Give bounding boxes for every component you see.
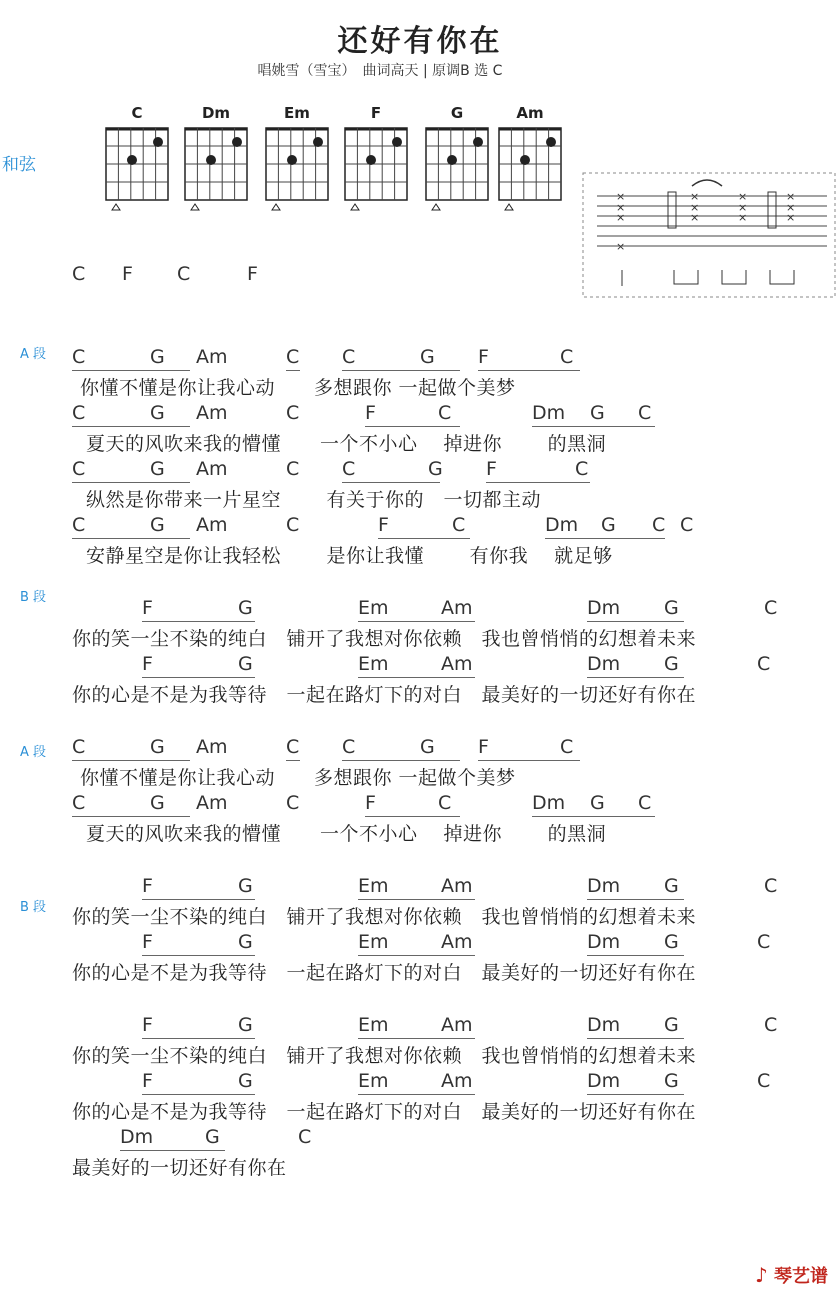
chord-symbol: Am [196, 514, 228, 536]
chord-diagram [183, 120, 255, 216]
chord-symbol: Am [441, 597, 473, 619]
chord-symbol: F [142, 1014, 153, 1036]
chord-underline [142, 955, 255, 956]
chord-symbol: Am [441, 1014, 473, 1036]
lyric-line: 安静星空是你让我轻松 是你让我懂 有你我 就足够 [86, 545, 613, 567]
chord-symbol: Dm [532, 402, 566, 424]
lyric-line: 你的心是不是为我等待 一起在路灯下的对白 最美好的一切还好有你在 [72, 962, 697, 984]
chord-symbol: C [286, 514, 300, 536]
chord-symbol: F [142, 653, 153, 675]
chord-symbol: Dm [587, 653, 621, 675]
chord-symbol: C [72, 514, 86, 536]
chord-diagram [497, 120, 569, 216]
chord-symbol: C [72, 458, 86, 480]
chord-name: F [370, 104, 382, 122]
chord-symbol: G [150, 792, 165, 814]
chord-symbol: G [664, 1014, 679, 1036]
brand-logo: ♪ 琴艺谱 [754, 1263, 828, 1287]
chord-symbol: C [757, 931, 771, 953]
chord-symbol: G [590, 792, 605, 814]
chord-symbol: G [664, 875, 679, 897]
chord-symbol: G [238, 653, 253, 675]
chord-name: Am [516, 104, 544, 122]
chord-underline [120, 1150, 225, 1151]
chord-underline [358, 1038, 475, 1039]
chord-name: Em [284, 104, 310, 122]
chord-symbol: C [342, 736, 356, 758]
chord-underline [545, 538, 665, 539]
chord-symbol: G [664, 931, 679, 953]
lyric-line: 你懂不懂是你让我心动 多想跟你 一起做个美梦 [80, 767, 516, 789]
lyric-line: 你的笑一尘不染的纯白 铺开了我想对你依赖 我也曾悄悄的幻想着未来 [72, 906, 697, 928]
chord-symbol: G [664, 1070, 679, 1092]
chord-symbol: F [486, 458, 497, 480]
chord-symbol: G [150, 736, 165, 758]
chord-symbol: C [764, 597, 778, 619]
chord-symbol: G [664, 597, 679, 619]
chord-symbol: C [764, 875, 778, 897]
svg-text:×: × [738, 190, 748, 203]
lyric-line: 夏天的风吹来我的懵懂 一个不小心 掉进你 的黑洞 [86, 823, 607, 845]
section-label: A 段 [20, 347, 47, 362]
chord-underline [478, 370, 580, 371]
chord-symbol: Dm [587, 875, 621, 897]
intro-chord: F [122, 263, 133, 285]
chord-symbol: G [150, 402, 165, 424]
chord-underline [342, 370, 460, 371]
lyric-line: 你的心是不是为我等待 一起在路灯下的对白 最美好的一切还好有你在 [72, 684, 697, 706]
chord-underline [358, 955, 475, 956]
lyric-line: 最美好的一切还好有你在 [72, 1157, 287, 1179]
chord-name: Dm [201, 104, 231, 122]
chord-symbol: Em [358, 1070, 389, 1092]
chord-symbol: G [238, 875, 253, 897]
chord-diagram [104, 120, 176, 216]
chord-symbol: Dm [587, 597, 621, 619]
strum-pattern-diagram [582, 172, 836, 298]
section-label: B 段 [20, 590, 47, 605]
chord-symbol: C [560, 346, 574, 368]
song-credits: 唱姚雪（雪宝） 曲词高天 | 原调B 选 C [257, 63, 503, 79]
chord-symbol: C [286, 458, 300, 480]
chord-underline [358, 677, 475, 678]
chord-symbol: F [478, 736, 489, 758]
chord-symbol: Am [441, 875, 473, 897]
chord-underline [142, 1094, 255, 1095]
chord-symbol: Dm [120, 1126, 154, 1148]
chord-symbol: G [150, 458, 165, 480]
svg-text:×: × [690, 211, 700, 224]
chord-symbol: F [478, 346, 489, 368]
intro-chord: C [177, 263, 191, 285]
section-label: A 段 [20, 745, 47, 760]
chord-underline [72, 426, 190, 427]
chord-symbol: C [560, 736, 574, 758]
svg-text:×: × [616, 201, 626, 214]
chord-symbol: C [638, 792, 652, 814]
chord-symbol: Dm [587, 1070, 621, 1092]
chord-diagram [424, 120, 496, 216]
lyric-line: 夏天的风吹来我的懵懂 一个不小心 掉进你 的黑洞 [86, 433, 607, 455]
chord-symbol: Am [441, 931, 473, 953]
chord-underline [142, 1038, 255, 1039]
chord-symbol: Em [358, 931, 389, 953]
chord-symbol: G [205, 1126, 220, 1148]
chord-name: G [450, 104, 464, 122]
chord-symbol: C [757, 1070, 771, 1092]
chord-symbol: C [286, 792, 300, 814]
chord-symbol: C [438, 792, 452, 814]
chord-underline [486, 482, 590, 483]
chord-symbol: G [590, 402, 605, 424]
lyric-line: 你的笑一尘不染的纯白 铺开了我想对你依赖 我也曾悄悄的幻想着未来 [72, 628, 697, 650]
chord-symbol: Am [196, 458, 228, 480]
section-label: B 段 [20, 900, 47, 915]
chord-symbol: C [680, 514, 694, 536]
chord-symbol: Dm [545, 514, 579, 536]
chord-symbol: Dm [532, 792, 566, 814]
chord-symbol: C [638, 402, 652, 424]
chord-underline [358, 621, 475, 622]
lyric-line: 你懂不懂是你让我心动 多想跟你 一起做个美梦 [80, 377, 516, 399]
chord-symbol: C [72, 736, 86, 758]
chord-symbol: F [378, 514, 389, 536]
chord-symbol: Em [358, 1014, 389, 1036]
page-title: 还好有你在 [337, 24, 503, 59]
chord-symbol: C [452, 514, 466, 536]
chord-symbol: G [601, 514, 616, 536]
svg-text:×: × [616, 190, 626, 203]
chord-underline [365, 816, 460, 817]
chord-underline [478, 760, 580, 761]
chord-symbol: C [72, 402, 86, 424]
chord-underline [286, 760, 300, 761]
chord-underline [72, 816, 190, 817]
svg-text:×: × [690, 201, 700, 214]
chord-symbol: C [72, 346, 86, 368]
chord-symbol: Am [196, 402, 228, 424]
chord-symbol: C [286, 346, 300, 368]
chord-symbol: Am [196, 792, 228, 814]
svg-text:×: × [616, 211, 626, 224]
svg-text:×: × [786, 211, 796, 224]
chord-diagram [264, 120, 336, 216]
chord-symbol: Dm [587, 1014, 621, 1036]
chord-symbol: C [764, 1014, 778, 1036]
chord-underline [72, 370, 190, 371]
chord-symbol: G [150, 514, 165, 536]
chord-underline [286, 370, 300, 371]
chord-symbol: G [428, 458, 443, 480]
chord-symbol: G [238, 931, 253, 953]
chord-symbol: G [150, 346, 165, 368]
chord-symbol: F [142, 931, 153, 953]
chord-underline [378, 538, 470, 539]
svg-text:×: × [738, 201, 748, 214]
chord-symbol: Em [358, 597, 389, 619]
chord-underline [365, 426, 460, 427]
svg-text:×: × [786, 201, 796, 214]
chord-underline [72, 482, 190, 483]
chord-underline [587, 677, 684, 678]
chord-underline [587, 899, 684, 900]
chord-symbol: C [575, 458, 589, 480]
chord-symbol: C [438, 402, 452, 424]
chord-underline [72, 760, 190, 761]
lyric-line: 你的心是不是为我等待 一起在路灯下的对白 最美好的一切还好有你在 [72, 1101, 697, 1123]
svg-text:×: × [738, 211, 748, 224]
chord-underline [358, 899, 475, 900]
lyric-line: 你的笑一尘不染的纯白 铺开了我想对你依赖 我也曾悄悄的幻想着未来 [72, 1045, 697, 1067]
chord-symbol: C [652, 514, 666, 536]
chord-symbol: Am [441, 653, 473, 675]
chord-symbol: C [286, 736, 300, 758]
intro-chord: C [72, 263, 86, 285]
chord-symbol: F [142, 597, 153, 619]
chord-symbol: G [664, 653, 679, 675]
chord-underline [532, 426, 655, 427]
chord-underline [142, 621, 255, 622]
chord-symbol: Em [358, 875, 389, 897]
chord-symbol: Em [358, 653, 389, 675]
lyric-line: 纵然是你带来一片星空 有关于你的 一切都主动 [86, 489, 542, 511]
chord-symbol: Am [196, 346, 228, 368]
chord-underline [532, 816, 655, 817]
chord-symbol: F [365, 792, 376, 814]
chord-symbol: C [342, 458, 356, 480]
chords-label: 和弦 [2, 155, 36, 175]
chord-symbol: G [238, 1070, 253, 1092]
chord-symbol: Am [441, 1070, 473, 1092]
chord-name: C [131, 104, 143, 122]
chord-underline [342, 760, 460, 761]
chord-underline [72, 538, 190, 539]
chord-underline [587, 955, 684, 956]
chord-symbol: G [238, 597, 253, 619]
chord-underline [142, 899, 255, 900]
svg-text:×: × [786, 190, 796, 203]
chord-symbol: C [757, 653, 771, 675]
chord-symbol: F [142, 875, 153, 897]
chord-symbol: Dm [587, 931, 621, 953]
chord-symbol: G [420, 346, 435, 368]
svg-text:×: × [616, 240, 626, 253]
chord-symbol: C [342, 346, 356, 368]
chord-underline [142, 677, 255, 678]
chord-underline [342, 482, 440, 483]
chord-underline [358, 1094, 475, 1095]
chord-symbol: C [286, 402, 300, 424]
chord-underline [587, 1038, 684, 1039]
chord-symbol: G [238, 1014, 253, 1036]
intro-chord: F [247, 263, 258, 285]
chord-diagram [343, 120, 415, 216]
chord-symbol: C [298, 1126, 312, 1148]
svg-text:×: × [690, 190, 700, 203]
chord-underline [587, 1094, 684, 1095]
chord-symbol: G [420, 736, 435, 758]
chord-symbol: C [72, 792, 86, 814]
chord-symbol: F [365, 402, 376, 424]
chord-symbol: F [142, 1070, 153, 1092]
chord-underline [587, 621, 684, 622]
chord-symbol: Am [196, 736, 228, 758]
